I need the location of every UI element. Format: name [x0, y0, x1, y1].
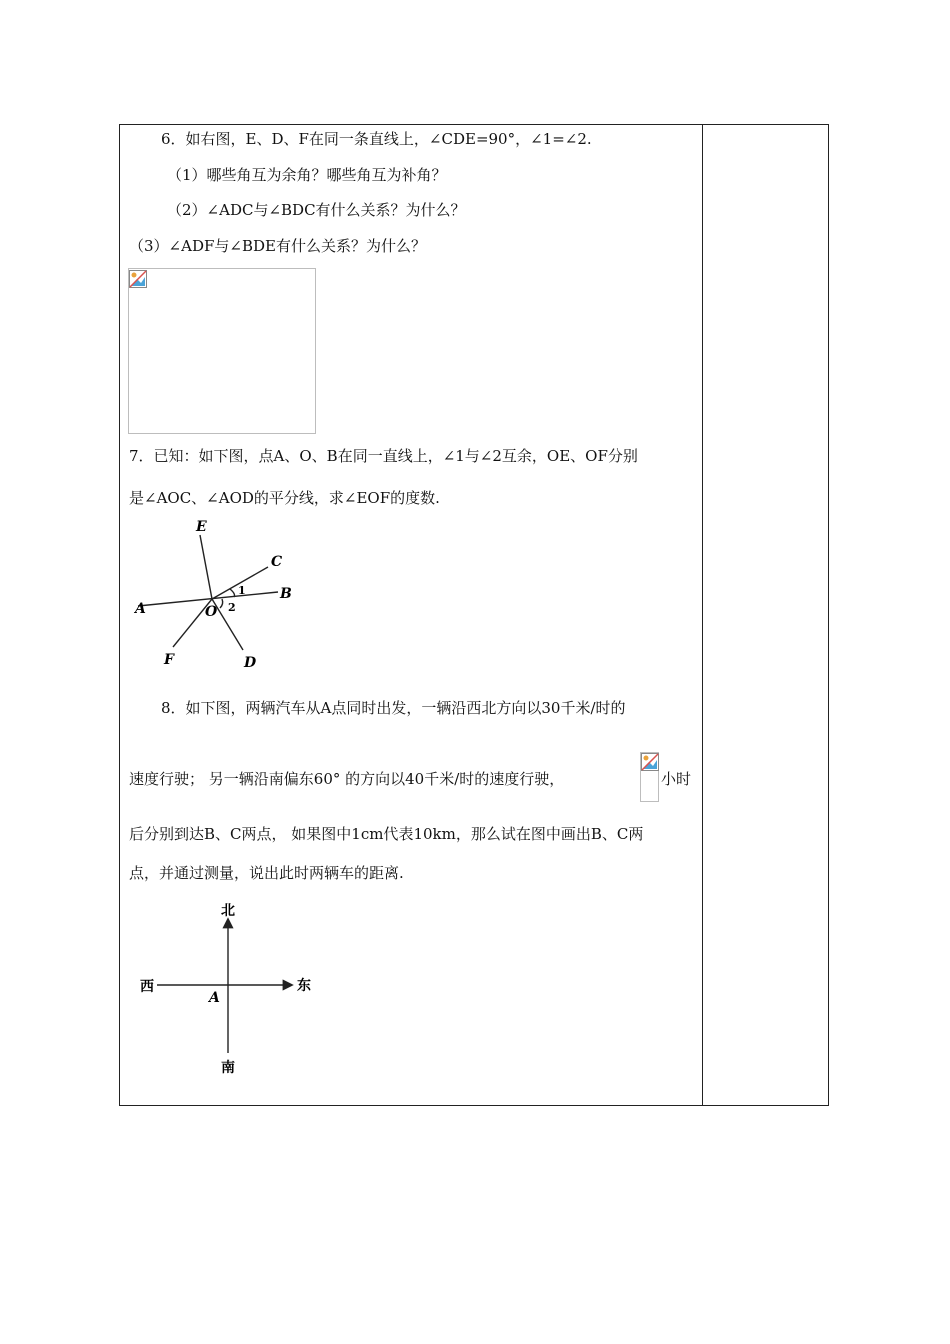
label-D: D	[244, 655, 257, 671]
q6-image-placeholder	[128, 268, 316, 434]
label-north: 北	[221, 903, 235, 919]
label-O: O	[205, 604, 218, 620]
q6-sub2: （2）∠ADC与∠BDC有什么关系？为什么？	[167, 201, 466, 219]
q7-line1: 7．已知：如下图，点A、O、B在同一直线上，∠1与∠2互余，OE、OF分别	[129, 447, 638, 465]
q6-sub3: （3）∠ADF与∠BDE有什么关系？为什么？	[129, 237, 426, 255]
table-column-divider	[702, 124, 703, 1106]
q8-line2-tail: 小时	[661, 770, 692, 788]
q6-title: 6．如右图，E、D、F在同一条直线上，∠CDE=90°，∠1=∠2.	[161, 130, 592, 148]
broken-image-icon	[641, 753, 659, 771]
q8-line2: 速度行驶； 另一辆沿南偏东60° 的方向以40千米/时的速度行驶，	[129, 770, 565, 788]
label-origin-A: A	[209, 990, 220, 1006]
label-B: B	[280, 586, 292, 602]
label-F: F	[164, 652, 174, 668]
label-east: 东	[297, 978, 311, 994]
q8-line3: 后分别到达B、C两点， 如果图中1cm代表10km，那么试在图中画出B、C两	[129, 825, 644, 843]
label-west: 西	[140, 979, 154, 995]
q8-compass-figure	[135, 898, 325, 1078]
broken-image-icon	[129, 270, 147, 288]
arc-2	[220, 599, 223, 608]
arc-1	[230, 589, 235, 597]
q8-line4: 点，并通过测量，说出此时两辆车的距离.	[129, 864, 404, 882]
label-south: 南	[221, 1060, 235, 1076]
label-C: C	[271, 554, 283, 570]
q7-line2: 是∠AOC、∠AOD的平分线，求∠EOF的度数.	[129, 489, 440, 507]
label-angle-1: 1	[238, 584, 246, 597]
label-angle-2: 2	[228, 601, 236, 614]
q6-sub1: （1）哪些角互为余角？哪些角互为补角？	[167, 166, 447, 184]
ray-OE	[200, 535, 212, 599]
q7-figure	[128, 515, 318, 675]
label-A: A	[135, 601, 146, 617]
label-E: E	[196, 519, 207, 535]
q8-line1: 8．如下图，两辆汽车从A点同时出发，一辆沿西北方向以30千米/时的	[161, 699, 626, 717]
